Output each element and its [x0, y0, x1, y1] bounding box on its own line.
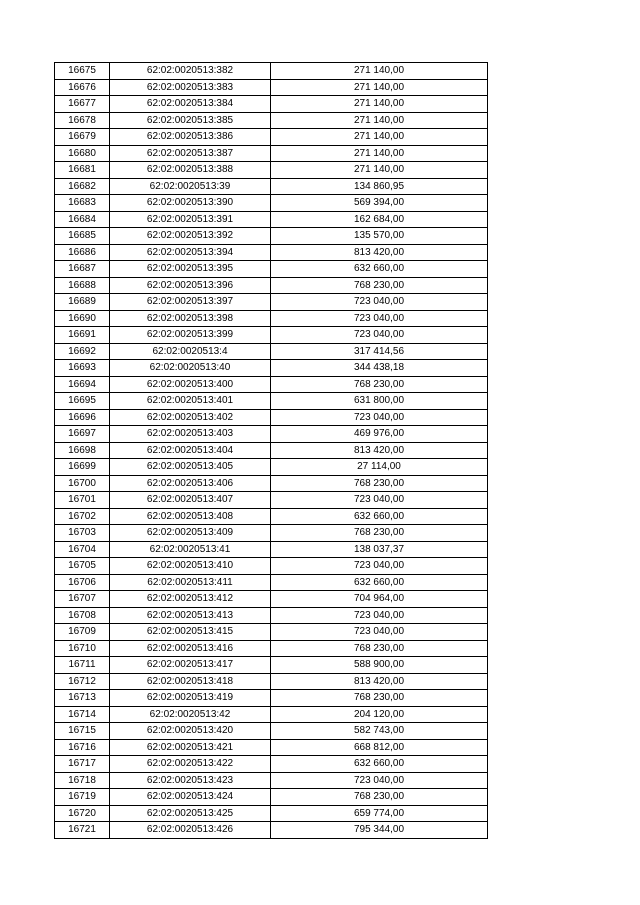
cadastral-number-cell: 62:02:0020513:395 — [110, 261, 271, 278]
cadastral-value-cell: 723 040,00 — [271, 558, 488, 575]
cadastral-number-cell: 62:02:0020513:415 — [110, 624, 271, 641]
cadastral-value-cell: 271 140,00 — [271, 129, 488, 146]
cadastral-value-cell: 813 420,00 — [271, 673, 488, 690]
row-number-cell: 16682 — [55, 178, 110, 195]
cadastral-number-cell: 62:02:0020513:390 — [110, 195, 271, 212]
cadastral-number-cell: 62:02:0020513:412 — [110, 591, 271, 608]
row-number-cell: 16712 — [55, 673, 110, 690]
cadastral-value-cell: 668 812,00 — [271, 739, 488, 756]
table-row — [55, 178, 488, 195]
table-row — [55, 459, 488, 476]
row-number-cell: 16685 — [55, 228, 110, 245]
cadastral-number-cell: 62:02:0020513:403 — [110, 426, 271, 443]
table-row — [55, 525, 488, 542]
row-number-cell: 16692 — [55, 343, 110, 360]
cadastral-number-cell: 62:02:0020513:4 — [110, 343, 271, 360]
cadastral-number-cell: 62:02:0020513:387 — [110, 145, 271, 162]
row-number-cell: 16703 — [55, 525, 110, 542]
cadastral-value-cell: 795 344,00 — [271, 822, 488, 839]
cadastral-value-cell: 723 040,00 — [271, 772, 488, 789]
table-row — [55, 508, 488, 525]
table-row — [55, 376, 488, 393]
cadastral-value-cell: 813 420,00 — [271, 244, 488, 261]
table-row — [55, 195, 488, 212]
table-row — [55, 624, 488, 641]
cadastral-number-cell: 62:02:0020513:399 — [110, 327, 271, 344]
cadastral-value-cell: 204 120,00 — [271, 706, 488, 723]
cadastral-value-cell: 813 420,00 — [271, 442, 488, 459]
cadastral-value-cell: 271 140,00 — [271, 79, 488, 96]
cadastral-number-cell: 62:02:0020513:39 — [110, 178, 271, 195]
cadastral-number-cell: 62:02:0020513:423 — [110, 772, 271, 789]
table-row — [55, 789, 488, 806]
row-number-cell: 16719 — [55, 789, 110, 806]
row-number-cell: 16704 — [55, 541, 110, 558]
cadastral-value-cell: 317 414,56 — [271, 343, 488, 360]
cadastral-value-cell: 162 684,00 — [271, 211, 488, 228]
table-row — [55, 162, 488, 179]
cadastral-value-cell: 271 140,00 — [271, 145, 488, 162]
row-number-cell: 16707 — [55, 591, 110, 608]
table-row — [55, 541, 488, 558]
cadastral-value-cell: 768 230,00 — [271, 376, 488, 393]
table-row — [55, 211, 488, 228]
cadastral-value-cell: 768 230,00 — [271, 475, 488, 492]
row-number-cell: 16686 — [55, 244, 110, 261]
cadastral-value-cell: 271 140,00 — [271, 63, 488, 80]
table-row — [55, 607, 488, 624]
cadastral-number-cell: 62:02:0020513:383 — [110, 79, 271, 96]
cadastral-number-cell: 62:02:0020513:392 — [110, 228, 271, 245]
cadastral-number-cell: 62:02:0020513:408 — [110, 508, 271, 525]
row-number-cell: 16690 — [55, 310, 110, 327]
cadastral-number-cell: 62:02:0020513:402 — [110, 409, 271, 426]
row-number-cell: 16675 — [55, 63, 110, 80]
table-row — [55, 706, 488, 723]
cadastral-value-table — [54, 62, 488, 839]
cadastral-value-cell: 271 140,00 — [271, 96, 488, 113]
cadastral-number-cell: 62:02:0020513:391 — [110, 211, 271, 228]
row-number-cell: 16677 — [55, 96, 110, 113]
row-number-cell: 16711 — [55, 657, 110, 674]
table-row — [55, 310, 488, 327]
cadastral-number-cell: 62:02:0020513:41 — [110, 541, 271, 558]
table-row — [55, 261, 488, 278]
row-number-cell: 16708 — [55, 607, 110, 624]
cadastral-value-cell: 134 860,95 — [271, 178, 488, 195]
cadastral-value-cell: 569 394,00 — [271, 195, 488, 212]
row-number-cell: 16710 — [55, 640, 110, 657]
row-number-cell: 16694 — [55, 376, 110, 393]
cadastral-number-cell: 62:02:0020513:421 — [110, 739, 271, 756]
row-number-cell: 16680 — [55, 145, 110, 162]
cadastral-number-cell: 62:02:0020513:413 — [110, 607, 271, 624]
cadastral-number-cell: 62:02:0020513:396 — [110, 277, 271, 294]
table-row — [55, 558, 488, 575]
cadastral-value-cell: 704 964,00 — [271, 591, 488, 608]
row-number-cell: 16687 — [55, 261, 110, 278]
table-row — [55, 822, 488, 839]
row-number-cell: 16720 — [55, 805, 110, 822]
cadastral-value-cell: 632 660,00 — [271, 261, 488, 278]
row-number-cell: 16684 — [55, 211, 110, 228]
table-row — [55, 393, 488, 410]
cadastral-value-cell: 723 040,00 — [271, 294, 488, 311]
cadastral-number-cell: 62:02:0020513:422 — [110, 756, 271, 773]
cadastral-value-cell: 768 230,00 — [271, 525, 488, 542]
table-row — [55, 772, 488, 789]
table-row — [55, 277, 488, 294]
row-number-cell: 16688 — [55, 277, 110, 294]
row-number-cell: 16702 — [55, 508, 110, 525]
table-row — [55, 673, 488, 690]
row-number-cell: 16716 — [55, 739, 110, 756]
row-number-cell: 16721 — [55, 822, 110, 839]
cadastral-value-cell: 768 230,00 — [271, 690, 488, 707]
row-number-cell: 16701 — [55, 492, 110, 509]
cadastral-number-cell: 62:02:0020513:416 — [110, 640, 271, 657]
table-row — [55, 409, 488, 426]
row-number-cell: 16706 — [55, 574, 110, 591]
cadastral-value-cell: 768 230,00 — [271, 789, 488, 806]
table-row — [55, 343, 488, 360]
row-number-cell: 16717 — [55, 756, 110, 773]
cadastral-value-cell: 632 660,00 — [271, 508, 488, 525]
row-number-cell: 16718 — [55, 772, 110, 789]
cadastral-value-cell: 659 774,00 — [271, 805, 488, 822]
cadastral-value-cell: 582 743,00 — [271, 723, 488, 740]
cadastral-number-cell: 62:02:0020513:404 — [110, 442, 271, 459]
cadastral-value-cell: 768 230,00 — [271, 640, 488, 657]
cadastral-number-cell: 62:02:0020513:407 — [110, 492, 271, 509]
cadastral-value-cell: 344 438,18 — [271, 360, 488, 377]
cadastral-value-cell: 723 040,00 — [271, 310, 488, 327]
row-number-cell: 16709 — [55, 624, 110, 641]
cadastral-number-cell: 62:02:0020513:426 — [110, 822, 271, 839]
row-number-cell: 16695 — [55, 393, 110, 410]
row-number-cell: 16705 — [55, 558, 110, 575]
table-row — [55, 63, 488, 80]
table-row — [55, 294, 488, 311]
row-number-cell: 16699 — [55, 459, 110, 476]
table-row — [55, 574, 488, 591]
cadastral-number-cell: 62:02:0020513:417 — [110, 657, 271, 674]
row-number-cell: 16679 — [55, 129, 110, 146]
table-row — [55, 244, 488, 261]
table-row — [55, 805, 488, 822]
row-number-cell: 16678 — [55, 112, 110, 129]
cadastral-value-cell: 588 900,00 — [271, 657, 488, 674]
cadastral-value-cell: 631 800,00 — [271, 393, 488, 410]
row-number-cell: 16698 — [55, 442, 110, 459]
row-number-cell: 16715 — [55, 723, 110, 740]
table-row — [55, 492, 488, 509]
table-row — [55, 327, 488, 344]
row-number-cell: 16697 — [55, 426, 110, 443]
table-row — [55, 442, 488, 459]
cadastral-value-cell: 27 114,00 — [271, 459, 488, 476]
row-number-cell: 16713 — [55, 690, 110, 707]
cadastral-number-cell: 62:02:0020513:397 — [110, 294, 271, 311]
cadastral-number-cell: 62:02:0020513:385 — [110, 112, 271, 129]
cadastral-number-cell: 62:02:0020513:388 — [110, 162, 271, 179]
table-body — [55, 63, 488, 839]
table-row — [55, 145, 488, 162]
cadastral-number-cell: 62:02:0020513:406 — [110, 475, 271, 492]
cadastral-number-cell: 62:02:0020513:386 — [110, 129, 271, 146]
cadastral-number-cell: 62:02:0020513:398 — [110, 310, 271, 327]
cadastral-value-cell: 768 230,00 — [271, 277, 488, 294]
table-row — [55, 360, 488, 377]
row-number-cell: 16676 — [55, 79, 110, 96]
cadastral-number-cell: 62:02:0020513:418 — [110, 673, 271, 690]
table-row — [55, 129, 488, 146]
table-row — [55, 739, 488, 756]
cadastral-number-cell: 62:02:0020513:400 — [110, 376, 271, 393]
row-number-cell: 16696 — [55, 409, 110, 426]
row-number-cell: 16691 — [55, 327, 110, 344]
cadastral-number-cell: 62:02:0020513:382 — [110, 63, 271, 80]
cadastral-number-cell: 62:02:0020513:42 — [110, 706, 271, 723]
table-row — [55, 690, 488, 707]
cadastral-value-cell: 723 040,00 — [271, 607, 488, 624]
cadastral-number-cell: 62:02:0020513:420 — [110, 723, 271, 740]
table-row — [55, 112, 488, 129]
table-row — [55, 591, 488, 608]
row-number-cell: 16714 — [55, 706, 110, 723]
table-row — [55, 96, 488, 113]
cadastral-value-cell: 632 660,00 — [271, 756, 488, 773]
table-row — [55, 657, 488, 674]
table-row — [55, 723, 488, 740]
table-row — [55, 475, 488, 492]
cadastral-value-cell: 723 040,00 — [271, 409, 488, 426]
row-number-cell: 16693 — [55, 360, 110, 377]
table-row — [55, 228, 488, 245]
cadastral-number-cell: 62:02:0020513:394 — [110, 244, 271, 261]
cadastral-value-cell: 723 040,00 — [271, 624, 488, 641]
cadastral-value-cell: 723 040,00 — [271, 327, 488, 344]
cadastral-value-cell: 469 976,00 — [271, 426, 488, 443]
row-number-cell: 16700 — [55, 475, 110, 492]
table-row — [55, 640, 488, 657]
cadastral-value-cell: 271 140,00 — [271, 162, 488, 179]
row-number-cell: 16689 — [55, 294, 110, 311]
table-row — [55, 756, 488, 773]
cadastral-number-cell: 62:02:0020513:419 — [110, 690, 271, 707]
cadastral-value-cell: 135 570,00 — [271, 228, 488, 245]
cadastral-number-cell: 62:02:0020513:411 — [110, 574, 271, 591]
cadastral-number-cell: 62:02:0020513:425 — [110, 805, 271, 822]
document-page — [54, 62, 487, 839]
cadastral-value-cell: 271 140,00 — [271, 112, 488, 129]
cadastral-number-cell: 62:02:0020513:424 — [110, 789, 271, 806]
cadastral-value-cell: 138 037,37 — [271, 541, 488, 558]
row-number-cell: 16683 — [55, 195, 110, 212]
cadastral-value-cell: 723 040,00 — [271, 492, 488, 509]
cadastral-number-cell: 62:02:0020513:384 — [110, 96, 271, 113]
cadastral-number-cell: 62:02:0020513:409 — [110, 525, 271, 542]
cadastral-number-cell: 62:02:0020513:410 — [110, 558, 271, 575]
cadastral-number-cell: 62:02:0020513:401 — [110, 393, 271, 410]
table-row — [55, 79, 488, 96]
cadastral-value-cell: 632 660,00 — [271, 574, 488, 591]
row-number-cell: 16681 — [55, 162, 110, 179]
cadastral-number-cell: 62:02:0020513:405 — [110, 459, 271, 476]
cadastral-number-cell: 62:02:0020513:40 — [110, 360, 271, 377]
table-row — [55, 426, 488, 443]
